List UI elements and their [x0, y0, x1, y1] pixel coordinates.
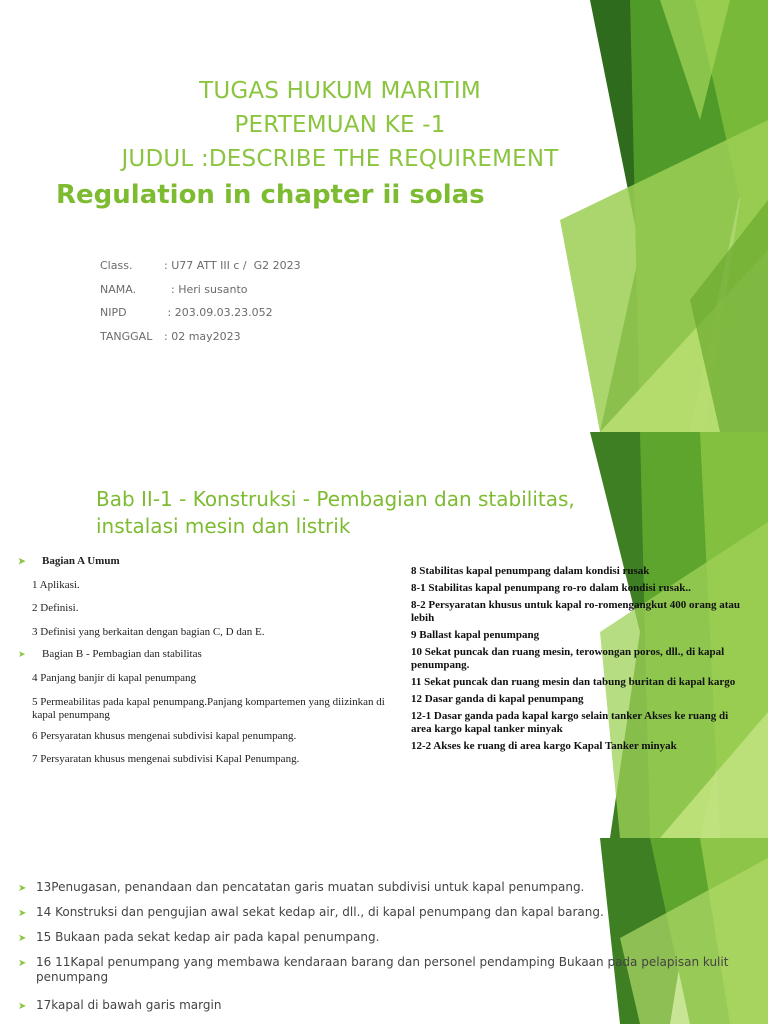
list-item	[18, 905, 748, 920]
list-item	[18, 579, 388, 602]
list-item-text: 15 Bukaan pada sekat kedap air pada kapal penumpang.	[36, 930, 380, 944]
slide-2-title: Bab II-1 - Konstruksi - Pembagian dan stabilitas, instalasi mesin dan listrik	[96, 487, 575, 538]
arrow-bullet-icon: ➤	[18, 908, 27, 919]
list-item: 11 Sekat puncak dan ruang mesin dan tabung buritan di kapal kargo	[411, 676, 736, 688]
list-item: 9 Ballast kapal penumpang	[411, 629, 540, 641]
slide-3	[0, 838, 768, 1024]
list-item-text: 17kapal di bawah garis margin	[36, 998, 222, 1012]
list-item	[18, 930, 748, 945]
list-item-text: 1 Aplikasi.	[32, 579, 80, 591]
title-line-3: JUDUL :DESCRIBE THE REQUIREMENT	[121, 146, 559, 172]
info-value: : U77 ATT III c / G2 2023	[164, 259, 301, 272]
info-row-nipd	[100, 306, 273, 319]
list-item	[18, 672, 388, 696]
list-item: 8-2 Persyaratan khusus untuk kapal ro-romengangkut 400 orang atau lebih	[411, 599, 741, 624]
list-item: 8 Stabilitas kapal penumpang dalam kondisi rusak	[411, 565, 650, 577]
list-item-text: Bagian A Umum	[42, 555, 120, 567]
list-item	[18, 753, 388, 776]
green-decoration-graphic	[0, 0, 768, 432]
list-item	[18, 880, 748, 895]
list-item-text: 6 Persyaratan khusus mengenai subdivisi kapal penumpang.	[32, 730, 297, 742]
list-item	[18, 602, 388, 626]
list-item: 12-1 Dasar ganda pada kapal kargo selain tanker Akses ke ruang di area kargo kapal tanker minyak	[411, 710, 729, 735]
arrow-bullet-icon: ➤	[18, 556, 26, 566]
list-item-text: 2 Definisi.	[32, 602, 79, 614]
list-item	[18, 998, 748, 1013]
list-item-text: 7 Persyaratan khusus mengenai subdivisi Kapal Penumpang.	[32, 753, 300, 765]
arrow-bullet-icon: ➤	[18, 883, 27, 894]
arrow-bullet-icon: ➤	[18, 958, 27, 969]
list-item: 10 Sekat puncak dan ruang mesin, terowongan poros, dll., di kapal penumpang.	[411, 646, 725, 671]
slide-1	[0, 0, 768, 432]
list-item-text: 3 Definisi yang berkaitan dengan bagian C, D dan E.	[32, 626, 265, 638]
info-value: : Heri susanto	[164, 283, 248, 296]
title-line-2: PERTEMUAN KE -1	[234, 112, 446, 138]
list-item	[18, 626, 388, 648]
info-label: NIPD	[100, 306, 127, 319]
info-row-tanggal	[100, 330, 241, 343]
info-label: NAMA.	[100, 283, 137, 296]
list-item-text: 13Penugasan, penandaan dan pencatatan garis muatan subdivisi untuk kapal penumpang.	[36, 880, 585, 894]
list-item	[18, 555, 388, 579]
slide-2	[0, 432, 768, 838]
right-column-list	[411, 565, 751, 757]
arrow-bullet-icon: ➤	[18, 933, 27, 944]
list-item-text: 16 11Kapal penumpang yang membawa kendaraan barang dan personel pendamping Bukaan pada pelapisan kulit penumpang	[36, 955, 729, 984]
info-label: TANGGAL	[100, 330, 153, 343]
list-item: 12-2 Akses ke ruang di area kargo Kapal Tanker minyak	[411, 740, 677, 752]
list-item: 8-1 Stabilitas kapal penumpang ro-ro dalam kondisi rusak..	[411, 582, 691, 594]
info-row-class	[100, 259, 301, 272]
list-item-text: Bagian B - Pembagian dan stabilitas	[42, 648, 202, 660]
list-item	[18, 955, 748, 985]
title-line-4: Regulation in chapter ii solas	[56, 180, 485, 210]
list-item-text: 14 Konstruksi dan pengujian awal sekat kedap air, dll., di kapal penumpang dan kapal barang.	[36, 905, 604, 919]
info-value: : 02 may2023	[164, 330, 241, 343]
list-item-text: 5 Permeabilitas pada kapal penumpang.Panjang kompartemen yang diizinkan di kapal penumpang	[32, 696, 385, 721]
list-item	[18, 648, 388, 672]
list-item	[18, 696, 388, 730]
arrow-bullet-icon: ➤	[18, 649, 26, 659]
list-item	[18, 730, 388, 753]
title-line-1: TUGAS HUKUM MARITIM	[199, 78, 481, 104]
info-label: Class.	[100, 259, 133, 272]
info-row-nama	[100, 283, 248, 296]
list-item-text: 4 Panjang banjir di kapal penumpang	[32, 672, 197, 684]
left-column-list	[18, 555, 388, 776]
arrow-bullet-icon: ➤	[18, 1001, 27, 1012]
info-value: : 203.09.03.23.052	[164, 306, 273, 319]
list-item: 12 Dasar ganda di kapal penumpang	[411, 693, 584, 705]
